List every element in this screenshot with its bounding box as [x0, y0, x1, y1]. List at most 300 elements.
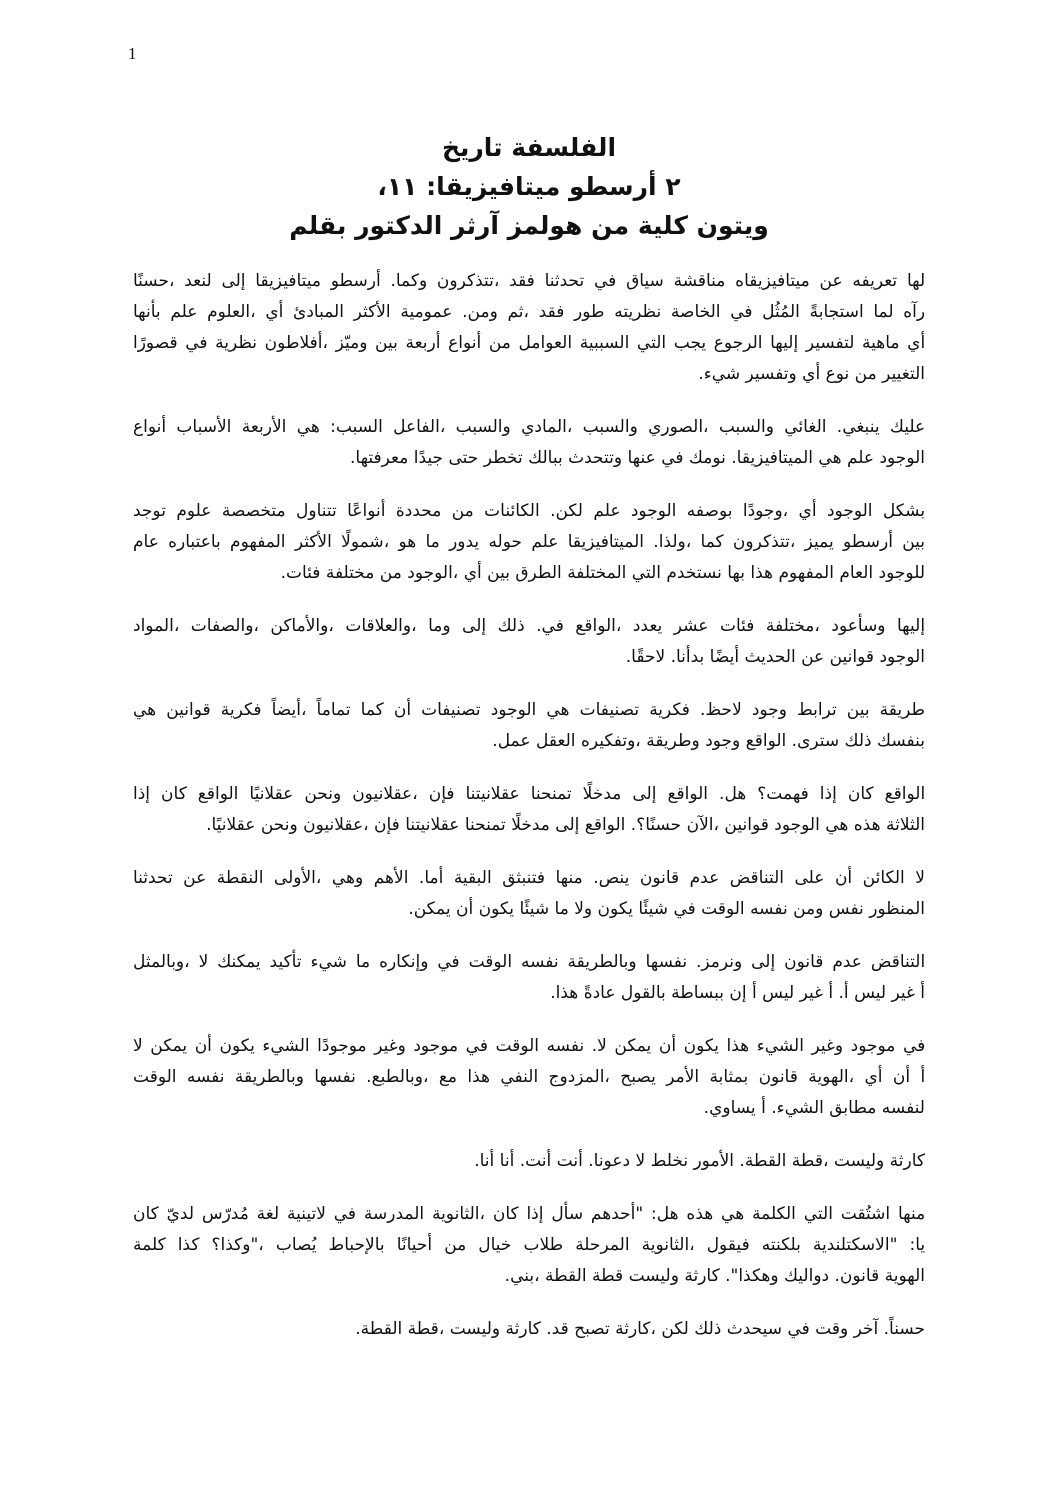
- word: التي: [803, 1204, 833, 1224]
- word: فقد: [538, 302, 565, 322]
- word: ،١١: [377, 172, 418, 201]
- word: لنعد: [184, 271, 212, 291]
- word: في: [437, 952, 460, 972]
- word: أربعة: [405, 333, 441, 353]
- word: .يساوي: [703, 1098, 756, 1118]
- word: خيال: [478, 1235, 512, 1255]
- word: يكون: [683, 1036, 719, 1056]
- word: فهمت؟: [757, 784, 809, 804]
- word: مطابق: [829, 1098, 877, 1118]
- word: .القطة: [739, 1151, 787, 1171]
- title-line-main: [133, 128, 925, 167]
- paragraph-line: [133, 1146, 925, 1177]
- word: تتناول: [296, 501, 337, 521]
- word: لا: [915, 868, 925, 888]
- word: لكن: [661, 1319, 689, 1339]
- word: نستخدم: [666, 563, 722, 583]
- paragraph-line: [133, 443, 925, 474]
- word: المدرسة: [363, 1204, 425, 1224]
- word: المواد،: [133, 616, 180, 636]
- word: قانون: [639, 868, 680, 888]
- word: يمكن: [614, 1036, 652, 1056]
- word: يجب: [673, 333, 707, 353]
- word: ولا: [574, 899, 593, 919]
- word: أي: [864, 1067, 883, 1087]
- word: والأماكن،: [270, 616, 334, 636]
- word: هي: [546, 700, 570, 720]
- word: حوله: [488, 532, 523, 552]
- word: موجود: [850, 1036, 896, 1056]
- word: فتنبثق: [502, 868, 546, 888]
- word: أن: [892, 1067, 911, 1087]
- word: الواقع: [745, 731, 787, 751]
- word: .بني،: [504, 1266, 540, 1286]
- word: الأكثر: [294, 532, 332, 552]
- paragraph-line: [133, 863, 925, 894]
- paragraph-line: [133, 328, 925, 359]
- word: هذا: [467, 1067, 491, 1087]
- word: .هذا: [550, 983, 579, 1003]
- word: توجد: [133, 501, 166, 521]
- word: وإنكاره: [379, 952, 429, 972]
- word: أ: [920, 1067, 926, 1087]
- word: بين: [487, 563, 510, 583]
- word: عقلانيون،: [352, 784, 418, 804]
- word: هي: [133, 700, 157, 720]
- word: متخصصة: [221, 501, 286, 521]
- word: .الشيء: [771, 1098, 824, 1118]
- word: أي: [463, 563, 482, 583]
- word: وتفسير: [745, 364, 797, 384]
- word: أنواعًا: [347, 501, 386, 521]
- word: :هل: [651, 1204, 679, 1224]
- paragraph-line: [133, 1093, 925, 1124]
- word: هذه: [853, 815, 881, 835]
- word: يصبح: [620, 1067, 656, 1087]
- word: الهوية،: [808, 1067, 855, 1087]
- word: المنظور: [869, 899, 925, 919]
- word: الحديث: [744, 647, 796, 667]
- word: الأسباب: [176, 417, 232, 437]
- word: هي: [296, 417, 320, 437]
- word: عادةً: [583, 983, 616, 1003]
- word: العام: [839, 563, 874, 583]
- word: سأل: [551, 1204, 584, 1224]
- word: في: [465, 1036, 488, 1056]
- word: الصوري،: [648, 417, 709, 437]
- word: .لاحقًا: [625, 647, 666, 667]
- word: محددة: [395, 501, 442, 521]
- word: جيدًا: [413, 448, 444, 468]
- word: أنت: [556, 1151, 583, 1171]
- paragraph: [133, 1199, 925, 1292]
- word: تحدثنا: [133, 868, 173, 888]
- word: إلى: [555, 815, 580, 835]
- word: بقلم: [289, 211, 347, 240]
- word: في: [185, 333, 208, 353]
- word: الوقت: [468, 952, 513, 972]
- word: ذلك: [844, 731, 872, 751]
- word: هو: [398, 532, 417, 552]
- word: .قد: [546, 1319, 569, 1339]
- paragraph: [133, 412, 925, 474]
- word: الميتافيزيقا: [567, 532, 645, 552]
- word: لتفسير: [805, 333, 855, 353]
- word: تصبح: [574, 1319, 610, 1339]
- word: علوم: [176, 501, 212, 521]
- word: هي: [721, 1204, 745, 1224]
- word: آرثر: [451, 211, 499, 240]
- word: لا: [635, 1151, 646, 1171]
- word: من: [451, 501, 474, 521]
- word: وبالمثل،: [133, 952, 190, 972]
- word: كما: [360, 700, 384, 720]
- word: .ونرمز: [695, 952, 743, 972]
- document-body: [133, 266, 925, 1367]
- word: بأنها: [133, 302, 161, 322]
- word: عقلانيتنا: [465, 784, 520, 804]
- word: عليك: [889, 417, 926, 437]
- word: تمنحنا: [530, 784, 572, 804]
- word: شيئًا: [638, 899, 669, 919]
- word: إن: [729, 983, 747, 1003]
- word: فقد: [509, 271, 535, 291]
- word: فكرية: [220, 700, 262, 720]
- word: طلاب: [523, 1235, 564, 1255]
- word: السببية: [579, 333, 630, 353]
- word: القطة: [545, 1266, 587, 1286]
- word: وقت: [815, 1319, 849, 1339]
- word: من: [488, 333, 511, 353]
- word: وليست: [833, 1151, 885, 1171]
- word: منها: [897, 1204, 926, 1224]
- word: حتى: [448, 448, 479, 468]
- word: مختلفة،: [765, 616, 820, 636]
- word: المادي،: [521, 417, 573, 437]
- paragraph: [133, 496, 925, 589]
- paragraph-line: [133, 297, 925, 328]
- word: .بدأنا: [670, 647, 705, 667]
- word: بها: [727, 563, 745, 583]
- paragraph-line: [133, 1230, 925, 1261]
- word: عمومية: [400, 302, 453, 322]
- word: أي: [907, 333, 926, 353]
- word: طريقة: [879, 700, 926, 720]
- word: .أما: [418, 868, 444, 888]
- word: عقلانيًا: [249, 784, 294, 804]
- word: وما: [428, 616, 451, 636]
- word: يعدد: [632, 616, 663, 636]
- word: النقطة: [216, 868, 264, 888]
- word: يكون: [219, 1036, 255, 1056]
- word: وطريقة: [646, 731, 700, 751]
- word: بشكل: [882, 501, 926, 521]
- word: تمنحنا: [464, 815, 506, 835]
- word: الأكثر: [353, 302, 391, 322]
- word: كارثة: [889, 1151, 925, 1171]
- word: نفسه: [546, 1036, 585, 1056]
- word: تماماً: [316, 700, 351, 720]
- word: :ميتافيزيقا: [426, 172, 561, 201]
- word: أ: [752, 983, 757, 1003]
- word: نوع: [825, 364, 850, 384]
- paragraph: [133, 779, 925, 841]
- word: :السبب: [330, 417, 383, 437]
- word: أن: [393, 700, 412, 720]
- word: علم: [593, 501, 621, 521]
- word: البقية: [453, 868, 492, 888]
- word: مختلفة: [325, 563, 375, 583]
- word: .فئات: [280, 563, 321, 583]
- word: غير: [799, 983, 823, 1003]
- word: عقلانيتنا: [405, 815, 460, 835]
- word: يكون: [597, 899, 633, 919]
- word: الوقت: [133, 1067, 177, 1087]
- word: الوجود: [630, 501, 677, 521]
- word: أرسطو: [330, 271, 381, 291]
- word: كما: [700, 532, 724, 552]
- word: وبالطريقة: [567, 952, 637, 972]
- word: مُدرّس: [201, 1204, 249, 1224]
- word: أيضاً،: [271, 700, 307, 720]
- word: تصنيفات: [579, 700, 640, 720]
- word: يمكنك: [217, 952, 261, 972]
- paragraph: [133, 947, 925, 1009]
- word: أيضًا: [709, 647, 740, 667]
- word: هي: [818, 448, 842, 468]
- word: منها: [555, 868, 583, 888]
- word: للوجود: [878, 563, 925, 583]
- word: وهي: [331, 868, 364, 888]
- word: ونحن: [260, 815, 298, 835]
- word: تتذكرون،: [732, 532, 796, 552]
- word: لاتينية: [287, 1204, 326, 1224]
- word: ما: [355, 952, 371, 972]
- word: بمثابة: [709, 1067, 749, 1087]
- word: في: [333, 1204, 357, 1224]
- word: وليست: [628, 1266, 679, 1286]
- word: أحدهم": [590, 1204, 644, 1224]
- word: الوجود: [879, 448, 925, 468]
- word: الوجود: [490, 700, 537, 720]
- word: .معرفتها: [350, 448, 409, 468]
- word: عشر: [673, 616, 709, 636]
- word: وكذا؟"،: [211, 1235, 264, 1255]
- word: يكون: [478, 899, 515, 919]
- word: هذا: [750, 563, 774, 583]
- word: إلى: [751, 952, 776, 972]
- word: أن: [658, 1036, 677, 1056]
- word: .هل: [719, 784, 747, 804]
- word: يُصاب: [275, 1235, 317, 1255]
- paragraph: [133, 1314, 925, 1345]
- word: المبادئ: [293, 302, 344, 322]
- word: والعلاقات،: [345, 616, 417, 636]
- paragraph-line: [133, 266, 925, 297]
- word: قوانين: [724, 815, 769, 835]
- word: كان: [847, 784, 874, 804]
- word: وتتحدث: [568, 448, 623, 468]
- word: والصفات،: [190, 616, 259, 636]
- word: أنا: [499, 1151, 515, 1171]
- paragraph-line: [133, 611, 925, 642]
- word: إذا: [526, 1204, 544, 1224]
- word: في: [673, 899, 696, 919]
- word: الكائن: [862, 868, 905, 888]
- word: كان: [492, 1204, 519, 1224]
- word: على: [794, 868, 825, 888]
- word: شمولًا،: [341, 532, 390, 552]
- paragraph-line: [133, 947, 925, 978]
- word: وسأعود: [831, 616, 886, 636]
- word: كارثة،: [615, 1319, 656, 1339]
- word: الثانوية،: [431, 1204, 486, 1224]
- paragraph-line: [133, 1199, 925, 1230]
- word: نظرية: [215, 333, 258, 353]
- word: .قانون: [834, 1266, 880, 1286]
- word: أنواع: [133, 417, 167, 437]
- word: عن: [801, 647, 825, 667]
- word: يدور: [449, 532, 480, 552]
- word: بين: [846, 700, 870, 720]
- word: بوصفه: [686, 501, 733, 521]
- word: أرسطو: [843, 532, 893, 552]
- word: المرحلة: [575, 1235, 630, 1255]
- word: يمكن: [150, 1036, 188, 1056]
- word: فكرية: [649, 700, 690, 720]
- word: ذلك: [497, 616, 525, 636]
- word: الأولى،: [273, 868, 322, 888]
- word: .يمكن: [408, 899, 451, 919]
- word: فإن: [428, 784, 455, 804]
- word: هي: [825, 815, 849, 835]
- word: يميز: [804, 532, 834, 552]
- word: الكائنات: [484, 501, 540, 521]
- word: الكلمة: [752, 1204, 796, 1224]
- word: الفلسفة: [511, 133, 617, 162]
- page-number: 1: [128, 44, 137, 63]
- paragraph-line: [133, 359, 925, 390]
- word: علم: [846, 448, 875, 468]
- word: كان: [161, 784, 187, 804]
- word: بلكنته: [761, 1235, 801, 1255]
- word: عام: [133, 532, 159, 552]
- word: تعريفه: [852, 271, 898, 291]
- word: الوجود: [774, 815, 820, 835]
- word: بين: [902, 532, 926, 552]
- word: .عمل: [492, 731, 531, 751]
- word: تصنيفات: [421, 700, 481, 720]
- word: تاريخ: [441, 133, 503, 162]
- word: دواليك: [783, 1266, 830, 1286]
- word: فيقول: [706, 1235, 750, 1255]
- word: عدم: [689, 868, 720, 888]
- word: مدخلًا: [511, 815, 550, 835]
- word: الوقت: [701, 899, 745, 919]
- word: الوقت: [495, 1036, 540, 1056]
- word: إذا: [819, 784, 837, 804]
- word: العوامل: [518, 333, 573, 353]
- word: التي: [631, 563, 661, 583]
- paragraph: [133, 266, 925, 390]
- paragraph-line: [133, 527, 925, 558]
- word: إذا: [133, 784, 151, 804]
- word: عنها: [627, 448, 656, 468]
- word: ما: [554, 899, 569, 919]
- paragraph-line: [133, 1031, 925, 1062]
- word: طور: [574, 302, 605, 322]
- paragraph-line: [133, 1314, 925, 1345]
- word: الهوية: [884, 1266, 925, 1286]
- word: الأربعة: [241, 417, 287, 437]
- word: نفسه: [750, 899, 788, 919]
- word: بنفسك: [877, 731, 925, 751]
- word: لنفسه: [881, 1098, 925, 1118]
- paragraph-line: [133, 412, 925, 443]
- word: وليست: [449, 1319, 501, 1339]
- paragraph-line: [133, 978, 925, 1009]
- word: قانون: [758, 1067, 798, 1087]
- word: المُثُل: [762, 302, 800, 322]
- word: قانون: [784, 952, 824, 972]
- word: لما: [873, 302, 894, 322]
- paragraph-line: [133, 695, 925, 726]
- word: وتفكيره،: [580, 731, 641, 751]
- word: التي: [636, 333, 667, 353]
- word: .لاحظ: [700, 700, 742, 720]
- word: في: [730, 302, 753, 322]
- word: الآن،: [686, 815, 720, 835]
- word: لا: [133, 1036, 143, 1056]
- word: موجود: [413, 1036, 459, 1056]
- word: ميتافيزيقاه: [735, 271, 810, 291]
- paragraph: [133, 695, 925, 757]
- word: كان: [133, 1204, 159, 1224]
- word: تحدثنا: [544, 271, 585, 291]
- word: ما: [425, 532, 440, 552]
- word: وجود: [705, 731, 741, 751]
- word: كلية: [637, 211, 688, 240]
- word: إليها: [897, 616, 926, 636]
- word: ٢: [665, 172, 681, 201]
- word: أن: [456, 899, 474, 919]
- word: باعتباره: [168, 532, 221, 552]
- word: حسنًا،: [133, 271, 175, 291]
- word: والسبب: [455, 417, 511, 437]
- word: نفسه: [186, 1067, 225, 1087]
- word: في: [787, 1319, 810, 1339]
- word: والسبب: [582, 417, 638, 437]
- word: المفهوم: [778, 563, 834, 583]
- word: قطة: [591, 1266, 624, 1286]
- paragraph-line: [133, 726, 925, 757]
- word: قطة،: [407, 1319, 445, 1339]
- word: رآه: [903, 302, 926, 322]
- word: قوانين: [166, 700, 211, 720]
- word: هذا: [726, 1036, 750, 1056]
- word: وبالطريقة: [234, 1067, 304, 1087]
- word: غير: [891, 983, 915, 1003]
- word: الأمور: [693, 1151, 734, 1171]
- word: من: [379, 563, 402, 583]
- word: .القطة: [355, 1319, 403, 1339]
- word: الواقع: [667, 784, 709, 804]
- word: علم: [170, 302, 198, 322]
- word: وجودًا،: [742, 501, 789, 521]
- word: في: [902, 1036, 926, 1056]
- word: التناقض: [729, 868, 785, 888]
- word: فئات: [719, 616, 755, 636]
